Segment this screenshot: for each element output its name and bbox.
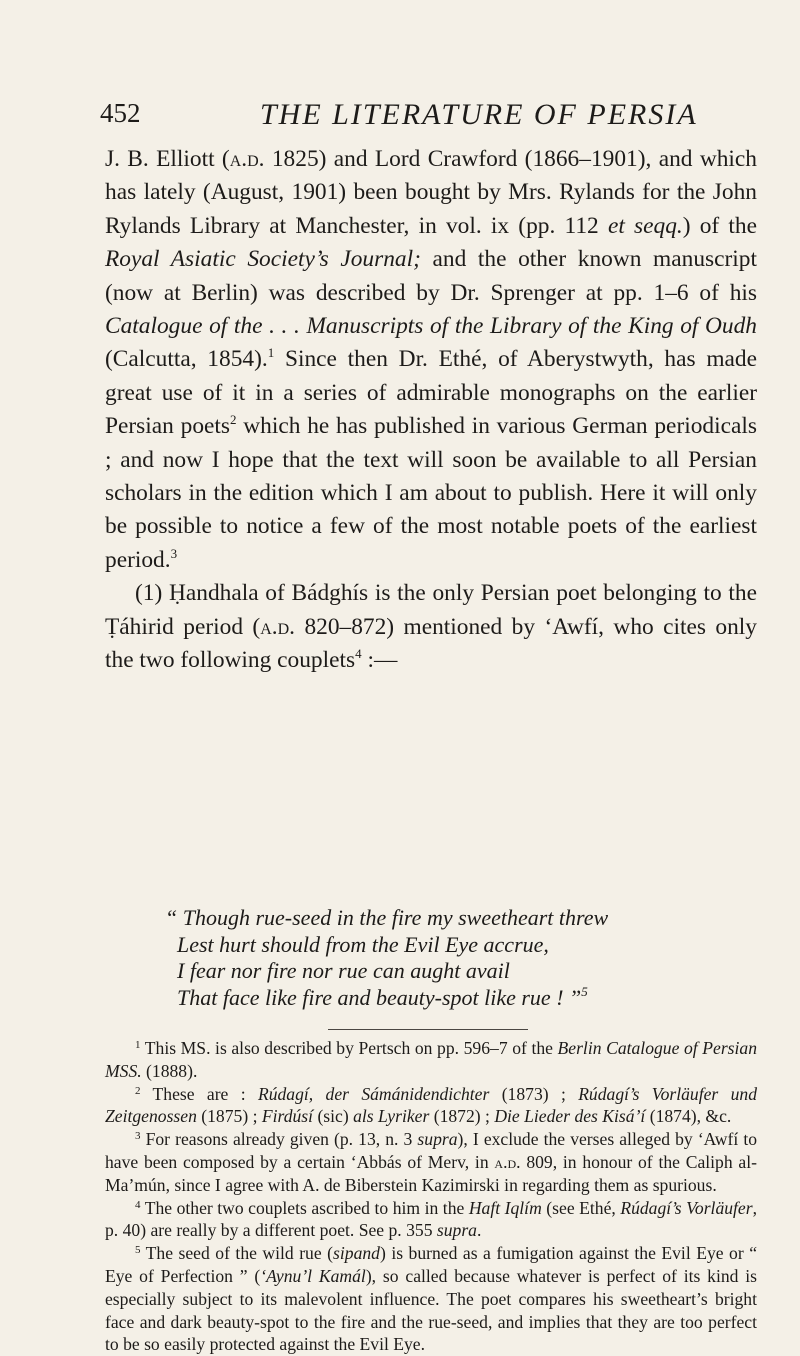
italic-run: supra (436, 1220, 477, 1241)
text-run: (1888). (141, 1060, 198, 1081)
italic-run: Rúdagí’s Vorläufer und Zeitgenossen (105, 1083, 757, 1127)
footnote-number: 1 (135, 1039, 141, 1051)
text-run: 820–872) mentioned by ‘Awfí, who cites only the two following couplets (105, 613, 757, 674)
text-run: (1875) ; (196, 1106, 262, 1127)
era-abbrev: a.d. (494, 1151, 521, 1172)
footnotes (105, 1037, 757, 1356)
text-run: Since then Dr. Ethé, of Aberystwyth, has made great use of it in a series of admirable monographs on the earlier Persian poets (105, 346, 757, 440)
footnote-number: 5 (135, 1244, 141, 1257)
text-run: 809, in honour of the Caliph al-Ma’mún, since I agree with A. de Biberstein Kazimirski in regarding them as spurious. (105, 1151, 757, 1195)
footnote-divider (328, 1029, 528, 1030)
footnote-ref: 3 (170, 545, 178, 561)
verse-line (165, 985, 725, 1012)
italic-run: Berlin Catalogue of Persian MSS. (105, 1038, 757, 1081)
text-run: ), I exclude the verses alleged by ‘Awfí to have been composed by a certain ‘Abbás of Merv, in (105, 1129, 757, 1172)
text-run: 1825) and Lord Crawford (1866–1901), and which has lately (August, 1901) been bought by Mrs. Rylands for the John Rylands Library at Manchester, in vol. ix (pp. 112 (105, 146, 757, 239)
verse-text: That face like fire and beauty-spot like rue ! ” (177, 984, 582, 1010)
italic-run: Haft Iqlím (468, 1197, 542, 1218)
footnote-ref: 5 (581, 983, 588, 999)
running-title: THE LITERATURE OF PERSIA (260, 98, 698, 131)
italic-run: sipand (333, 1243, 380, 1264)
text-run: . (476, 1220, 482, 1241)
footnote-ref: 2 (230, 412, 237, 428)
footnote-4 (105, 1197, 757, 1243)
text-run: :— (361, 647, 398, 674)
body-text (105, 143, 757, 678)
era-abbrev: a.d. (260, 613, 296, 640)
text-run: (Calcutta, 1854). (105, 346, 268, 373)
italic-run: als Lyriker (353, 1106, 430, 1127)
journal-title: Royal Asiatic Society’s Journal; (105, 246, 421, 273)
italic-run: Firdúsí (261, 1106, 314, 1127)
verse-line: Lest hurt should from the Evil Eye accrue, (177, 931, 549, 957)
text-run: The other two couplets ascribed to him in the (140, 1197, 469, 1218)
catalogue-title: Catalogue of the . . . Manuscripts of the Library of the King of Oudh (105, 313, 757, 340)
footnote-3 (105, 1128, 757, 1196)
footnote-number: 2 (135, 1084, 141, 1097)
paragraph-2 (105, 577, 757, 677)
text-run: The seed of the wild rue ( (140, 1243, 334, 1264)
text-run: ) is burned as a fumigation against the Evil Eye or “ Eye of Perfection ” ( (105, 1243, 758, 1286)
text-run: J. B. Elliott ( (105, 146, 230, 172)
text-run: (see Ethé, (541, 1197, 621, 1218)
italic-run: et seqq. (607, 212, 683, 239)
footnote-number: 3 (135, 1130, 141, 1143)
text-run: (1874), &c. (645, 1106, 732, 1127)
italic-run: ‘Aynu’l Kamál (260, 1265, 366, 1286)
text-run: ) of the (682, 212, 757, 239)
text-run: which he has published in various German periodicals ; and now I hope that the text will soon be available to all Persian scholars in the edition which I am about to publish. Here it will only be possible to notice a few of the most notable poets of the earliest period. (105, 413, 757, 573)
footnote-number: 4 (135, 1198, 141, 1211)
text-run: These are : (140, 1083, 258, 1104)
footnote-1 (105, 1037, 757, 1083)
text-run: (1872) ; (429, 1106, 495, 1127)
page-number: 452 (100, 98, 141, 128)
text-run: (1) Ḥandhala of Bádghís is the only Persian poet belonging to the Ṭáhirid period ( (105, 580, 757, 640)
footnote-2 (105, 1083, 757, 1129)
verse-quotation (165, 905, 725, 1011)
footnote-5 (105, 1242, 757, 1356)
italic-run: supra (417, 1129, 458, 1150)
verse-line: “ Though rue-seed in the fire my sweetheart threw (165, 905, 609, 930)
text-run: For reasons already given (p. 13, n. 3 (140, 1129, 418, 1150)
italic-run: Rúdagí, der Sámánidendichter (257, 1083, 490, 1104)
paragraph-1 (105, 143, 757, 577)
text-run: , p. 40) are really by a different poet. See p. 355 (105, 1197, 757, 1241)
verse-line: I fear nor fire nor rue can aught avail (177, 958, 510, 983)
footnote-ref: 4 (355, 646, 362, 662)
text-run: (sic) (313, 1106, 354, 1127)
page-header (100, 98, 740, 138)
era-abbrev: a.d. (229, 146, 265, 172)
text-run: ), so called because whatever is perfect of its kind is especially subject to its malevolent influence. The poet compares his sweetheart’s bright face and dark beauty-spot to the fire and the rue-seed, and implies that they are too perfect to be so easily protected against the Evil Eye. (105, 1265, 757, 1355)
italic-run: Die Lieder des Kisá’í (494, 1106, 646, 1127)
footnote-ref: 1 (267, 345, 275, 361)
text-run: (1873) ; (489, 1083, 579, 1104)
text-run: This MS. is also described by Pertsch on pp. 596–7 of the (140, 1038, 558, 1058)
italic-run: Rúdagí’s Vorläufer (620, 1197, 753, 1218)
text-run: and the other known manuscript (now at Berlin) was described by Dr. Sprenger at pp. 1–6 of his (105, 246, 757, 306)
